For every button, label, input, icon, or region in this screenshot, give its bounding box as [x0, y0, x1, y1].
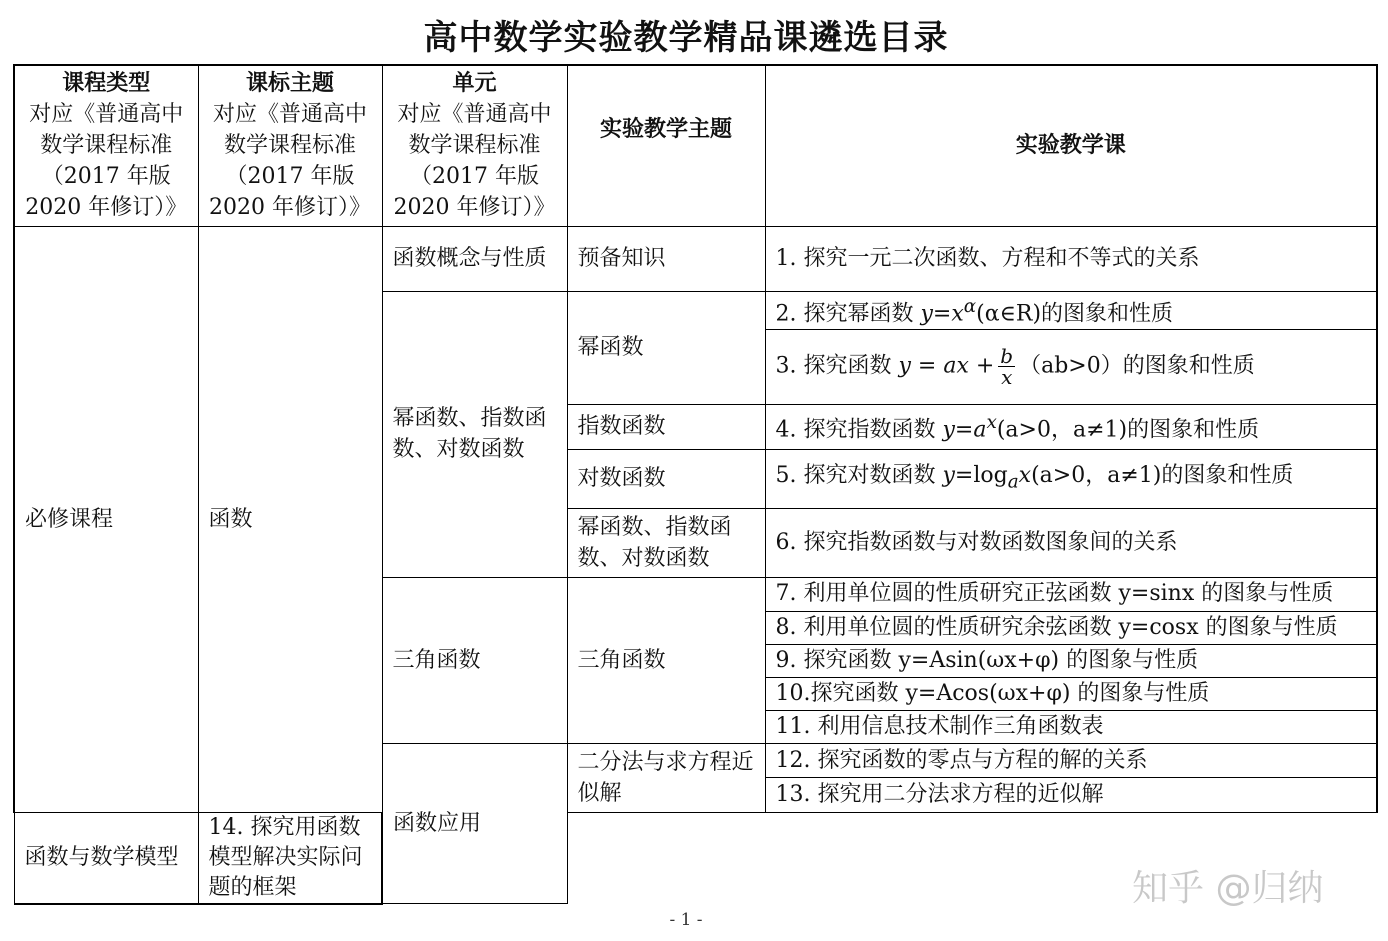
topic-cell: 对数函数	[567, 449, 765, 508]
lesson-cell: 4. 探究指数函数 $y=a^x(a>0$，a≠1)的图象和性质	[765, 404, 1377, 449]
course-type-cell: 必修课程	[14, 226, 198, 812]
lesson-cell: 6. 探究指数函数与对数函数图象间的关系	[765, 508, 1377, 577]
lesson-cell: 13. 探究用二分法求方程的近似解	[765, 778, 1377, 813]
table-row	[14, 226, 1377, 291]
formula-logarithm: y	[942, 462, 955, 488]
topic-cell: 函数与数学模型	[14, 812, 198, 904]
topic-cell: 二分法与求方程近似解	[567, 743, 765, 812]
topic-cell: 三角函数	[567, 577, 765, 743]
header-unit: 单元 对应《普通高中 数学课程标准 （2017 年版 2020 年修订）》	[382, 65, 567, 226]
lesson-cell: 9. 探究函数 y=Asin(ωx+φ) 的图象与性质	[765, 644, 1377, 677]
topic-cell: 预备知识	[567, 226, 765, 291]
lesson-cell: 12. 探究函数的零点与方程的解的关系	[765, 743, 1377, 778]
fraction-b-over-x: $\frac{b}{x}$	[1000, 344, 1014, 390]
formula-power: y	[920, 300, 933, 326]
formula-ax-plus-b-over-x: y = ax +	[898, 353, 995, 379]
course-catalog-table	[13, 64, 1378, 905]
header-course-type: 课程类型 对应《普通高中 数学课程标准 （2017 年版 2020 年修订）》	[14, 65, 198, 226]
lesson-cell: 8. 利用单位圆的性质研究余弦函数 y=cosx 的图象与性质	[765, 611, 1377, 644]
course-theme-cell: 函数	[198, 226, 382, 812]
lesson-cell: 2. 探究幂函数 $y=x^\alpha(\alpha\in R)$的图象和性质	[765, 291, 1377, 329]
watermark: 知乎 @归纳	[1132, 868, 1324, 909]
formula-exponential: y	[942, 417, 955, 443]
unit-cell: 幂函数、指数函数、对数函数	[382, 291, 567, 577]
topic-cell: 幂函数	[567, 291, 765, 404]
page-number: - 1 -	[669, 910, 703, 930]
topic-cell: 幂函数、指数函数、对数函数	[567, 508, 765, 577]
lesson-cell: 7. 利用单位圆的性质研究正弦函数 y=sinx 的图象与性质	[765, 577, 1377, 611]
topic-cell: 指数函数	[567, 404, 765, 449]
lesson-cell: 3. 探究函数 y = ax + $\frac{b}{x}$ （ab>0）的图象和性质	[765, 329, 1377, 404]
unit-cell: 函数概念与性质	[382, 226, 567, 291]
header-course-theme: 课标主题 对应《普通高中 数学课程标准 （2017 年版 2020 年修订）》	[198, 65, 382, 226]
lesson-cell: 14. 探究用函数模型解决实际问题的框架	[198, 812, 382, 904]
page-title: 高中数学实验教学精品课遴选目录	[423, 18, 949, 58]
lesson-cell: 10.探究函数 y=Acos(ωx+φ) 的图象与性质	[765, 677, 1377, 710]
unit-cell: 三角函数	[382, 577, 567, 743]
lesson-cell: 1. 探究一元二次函数、方程和不等式的关系	[765, 226, 1377, 291]
header-exp-theme: 实验教学主题	[567, 65, 765, 226]
header-exp-lesson: 实验教学课	[765, 65, 1377, 226]
lesson-cell: 5. 探究对数函数 $y=\log_ax(a>0$，a≠1)的图象和性质	[765, 449, 1377, 508]
lesson-cell: 11. 利用信息技术制作三角函数表	[765, 710, 1377, 743]
unit-cell: 函数应用	[382, 743, 567, 904]
header-row	[14, 65, 1377, 226]
